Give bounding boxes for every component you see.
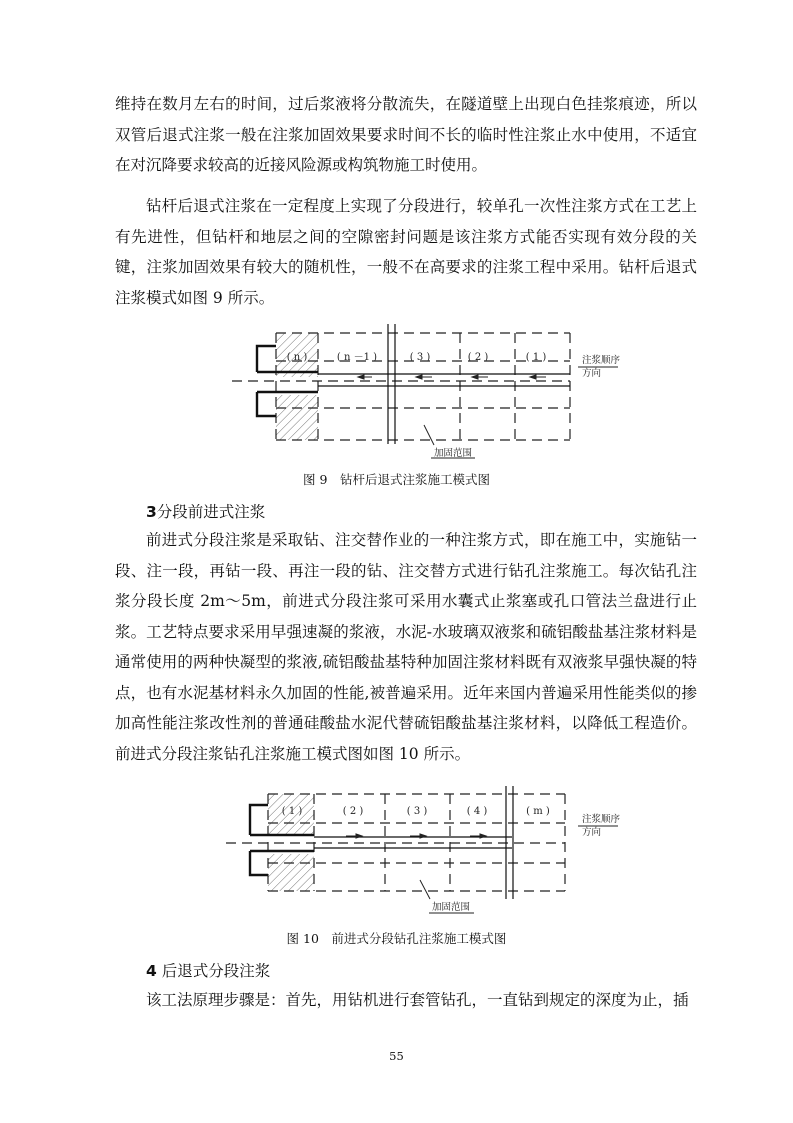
range-label: 加固范围 [432, 902, 471, 913]
direction-label: 注浆顺序 [582, 355, 621, 366]
segment-label: ( n －1 ) [336, 352, 378, 363]
segment-label: ( 2 ) [467, 352, 489, 363]
page-number: 55 [389, 1049, 404, 1063]
range-label: 加固范围 [434, 448, 473, 459]
segment-label: ( m ) [526, 806, 550, 817]
segment-label: ( 1 ) [525, 352, 547, 363]
hatched-zone-lower [276, 395, 318, 440]
segment-label: ( 4 ) [466, 806, 488, 817]
paragraph-3: 前进式分段注浆是采取钻、注交替作业的一种注浆方式，即在施工中，实施钻一段、注一段，再钻一段、再注一段的钻、注交替方式进行钻孔注浆施工。每次钻孔注浆分段长度 2m～5m，前进式分段注浆可采用水囊式止浆塞或孔口管法兰盘进行止浆。工艺特点要求采用早强速凝的浆液，水泥-水玻璃双液浆和硫铝酸盐基注浆材料是通常使用的两种快凝型的浆液,硫铝酸盐基特种加固注浆材料既有双液浆早强快凝的特点，也有水泥基材料永久加固的性能,被普遍采用。近年来国内普遍采用性能类似的掺加高性能注浆改性剂的普通硅酸盐水泥代替硫铝酸盐基注浆材料，以降低工程造价。前进式分段注浆钻孔注浆施工模式图如图 10 所示。 [115, 531, 697, 763]
section-4-heading [146, 956, 270, 986]
section-number: 4 [146, 962, 157, 980]
segment-label: ( 2 ) [342, 806, 364, 817]
figure-10-diagram [0, 780, 793, 920]
figure-9-diagram [0, 312, 793, 462]
section-number: 3 [146, 503, 157, 521]
segment-label: ( 3 ) [406, 806, 428, 817]
paragraph-2: 钻杆后退式注浆在一定程度上实现了分段进行，较单孔一次性注浆方式在工艺上有先进性，但钻杆和地层之间的空隙密封问题是该注浆方式能否实现有效分段的关键，注浆加固效果有较大的随机性，一般不在高要求的注浆工程中采用。钻杆后退式注浆模式如图 9 所示。 [115, 197, 697, 307]
section-title: 后退式分段注浆 [156, 962, 271, 980]
segment-label: ( n ) [286, 352, 308, 363]
figure-10-caption: 图 10 前进式分段钻孔注浆施工模式图 [286, 931, 507, 946]
figure-9-caption: 图 9 钻杆后退式注浆施工模式图 [303, 472, 490, 487]
direction-label-2: 方向 [582, 827, 602, 838]
paragraph-1: 维持在数月左右的时间，过后浆液将分散流失，在隧道壁上出现白色挂浆痕迹，所以双管后退式注浆一般在注浆加固效果要求时间不长的临时性注浆止水中使用，不适宜在对沉降要求较高的近接风险源或构筑物施工时使用。 [115, 95, 697, 174]
segment-label: ( 1 ) [281, 806, 303, 817]
direction-label: 注浆顺序 [582, 814, 621, 825]
segment-label: ( 3 ) [409, 352, 431, 363]
section-title: 分段前进式注浆 [156, 503, 266, 521]
section-3-heading [146, 497, 265, 527]
hatched-zone-lower [268, 854, 314, 891]
paragraph-4: 该工法原理步骤是：首先，用钻机进行套管钻孔，一直钻到规定的深度为止，插 [146, 991, 689, 1009]
direction-label-2: 方向 [582, 368, 602, 379]
